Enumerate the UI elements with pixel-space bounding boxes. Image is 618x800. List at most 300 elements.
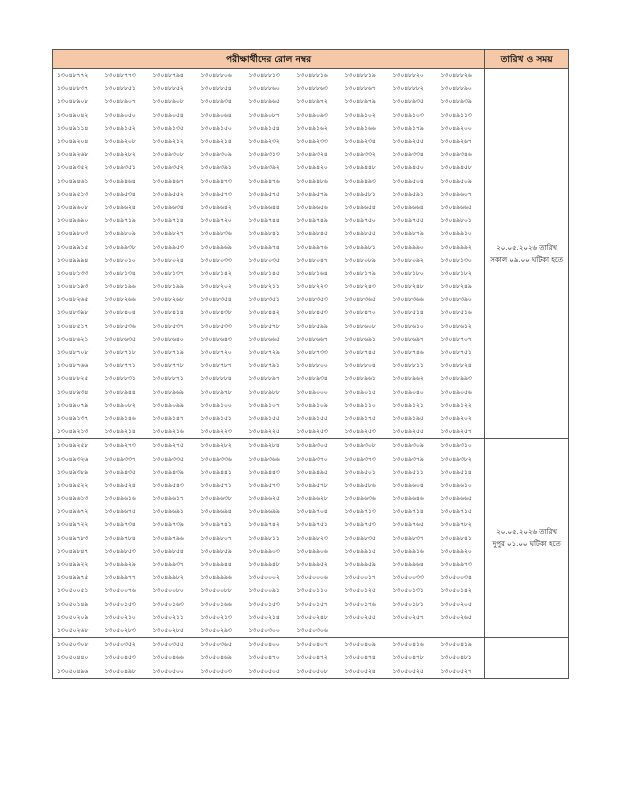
roll-number-cell: ১৩০৪৯৭৫০ (344, 217, 376, 225)
roll-number-cell: ১৩০৪৮৭৯৪ (149, 69, 197, 83)
roll-number-cell: ১৩০৪৯৮৩৭ (392, 534, 424, 542)
roll-number-cell: ১৩০৪৮২০২ (200, 283, 232, 291)
roll-number-cell: ১৩০৪৯২৫৭ (437, 425, 485, 439)
roll-number-cell: ১৩০৪৮৬১২ (437, 320, 485, 333)
roll-number-cell: ১৩০৪৯৬৬৪ (392, 203, 424, 211)
roll-number-cell: ১৩০৫০২১০ (104, 613, 136, 621)
roll-number-cell: ১৩০৪৯৬১৭ (152, 495, 184, 503)
exam-date: ২০.০৫.২০২৬ তারিখ (496, 528, 558, 537)
roll-number-cell: ১৩০৪৯২০৪ (53, 135, 101, 148)
roll-number-cell: ১৩০৪৯৬৯৯ (248, 508, 280, 516)
roll-number-cell: ১৩০৪৮৭১৯ (152, 349, 184, 357)
roll-number-cell: ১৩০৪৮৫৯৯ (296, 322, 328, 330)
roll-number-cell: ১৩০৪৮৯০৭ (104, 98, 136, 106)
roll-number-cell: ১৩০৪৯৩৩২ (344, 151, 376, 159)
roll-number-cell: ১৩০৪৮৭৫১ (437, 346, 485, 359)
roll-number-cell: ১৩০৫০৪৬৬ (152, 654, 184, 662)
roll-number-cell: ১৩০৪৯৯৮১ (344, 243, 376, 251)
roll-number-cell: ১৩০৪৯৬০৭ (437, 188, 485, 201)
roll-number-cell: ১৩০৪৯৪৫৮ (437, 161, 485, 174)
group-third (53, 638, 569, 679)
roll-number-cell: ১৩০৪৮৮৫৪ (200, 85, 232, 93)
roll-number-cell: ১৩০৪৮৪৩৮ (200, 309, 232, 317)
roll-number-cell: ১৩০৪৯৭৯৬ (152, 534, 184, 542)
roll-number-cell: ১৩০৪৮৮১৬ (293, 69, 341, 83)
roll-number-cell: ১৩০৪৯৯৭৬ (296, 243, 328, 251)
roll-number-cell: ১৩০৪৮১৯৬ (104, 283, 136, 291)
roll-number-cell: ১৩০৪৯৩৯২ (248, 164, 280, 172)
roll-number-cell: ১৩০৪৯৮১১ (248, 534, 280, 542)
roll-number-cell: ১৩০৪৯৮০৯ (104, 230, 136, 238)
roll-number-cell: ১৩০৪৮৮৩৭ (53, 82, 101, 95)
roll-number-cell: ১৩০৪৯৯২৯ (104, 561, 136, 569)
roll-number-cell: ১৩০৪৯২৮৪ (245, 439, 293, 453)
roll-number-cell: ১৩০৪৯৯৮২ (152, 574, 184, 582)
roll-number-cell: ১৩০৪৯৪৬৪ (104, 177, 136, 185)
roll-number-cell: ১৩০৪৮৩৬৫ (344, 296, 376, 304)
roll-number-cell: ১৩০৪৯২৩২ (248, 138, 280, 146)
roll-number-cell: ১৩০৪৯৮৫৪ (152, 547, 184, 555)
roll-number-cell: ১৩০৫০০৭৬ (104, 587, 136, 595)
roll-number-cell: ১৩০৪৮৮৯৭ (248, 375, 280, 383)
roll-number-cell: ১৩০৪৯৭৫১ (296, 521, 328, 529)
roll-number-cell: ১৩০৪৯৮০৩ (53, 227, 101, 240)
roll-number-cell: ১৩০৪৮৫১৪ (392, 309, 424, 317)
roll-number-cell: ১৩০৪৯৯১৫ (53, 240, 101, 253)
roll-number-cell: ১৩০৪৮১৩৩ (53, 267, 101, 280)
roll-number-cell: ১৩০৫০৩০৮ (53, 638, 101, 652)
roll-number-cell: ১৩০৪৯১১০ (344, 401, 376, 409)
roll-number-cell: ১৩০৫০৩০৬ (293, 624, 341, 638)
roll-number-cell: ১৩০৪৮৭৯১ (248, 362, 280, 370)
roll-number-cell: ১৩০৪৮৯৩৪ (200, 98, 232, 106)
roll-number-cell: ১৩০৪৯২৭৩ (101, 439, 149, 453)
roll-number-cell: ১৩০৪৯০৯৯ (152, 401, 184, 409)
roll-number-cell: ১৩০৪৯৬১৩ (53, 492, 101, 505)
roll-number-cell: ১৩০৪৮৭৮৭ (200, 362, 232, 370)
roll-number-cell: ১৩০৪৯৪৩৯ (152, 468, 184, 476)
roll-number-cell: ১৩০৪৮৯৭৮ (200, 388, 232, 396)
roll-number-cell: ১৩০৪৮৬১০ (392, 322, 424, 330)
roll-number-cell: ১৩০৫০৪৭০ (248, 654, 280, 662)
roll-number-cell: ১৩০৪৯১২২ (437, 399, 485, 412)
roll-number-cell: ১৩০৪৯৮৫৫ (344, 230, 376, 238)
roll-number-cell: ১৩০৪৯৪৯৫ (296, 468, 328, 476)
roll-number-cell: ১৩০৫০৪০৯ (341, 638, 389, 652)
roll-number-cell: ১৩০৪৯৩৬৬ (248, 455, 280, 463)
roll-number-cell: ১৩০৪৯৭৫৫ (392, 217, 424, 225)
roll-number-cell: ১৩০৪৯৬৯১ (152, 508, 184, 516)
roll-number-cell: ১৩০৪৯৯৫২ (296, 561, 328, 569)
roll-number-cell: ১৩০৫০৪১৬ (389, 638, 437, 652)
roll-number-cell: ১৩০৪৯৯৯৪ (53, 254, 101, 267)
roll-number-cell: ১৩০৫০২৮৩ (101, 624, 149, 638)
roll-number-cell: ১৩০৪৯৮৩৫ (344, 534, 376, 542)
roll-number-cell: ১৩০৪৮৩৯৮ (53, 306, 101, 319)
roll-number-cell: ১৩০৪৯৬৬৫ (437, 492, 485, 505)
roll-number-cell: ১৩০৪৯৭১৫ (437, 505, 485, 518)
roll-number-cell: ১৩০৪৯৩০৮ (341, 439, 389, 453)
roll-number-cell: ১৩০৪৯১০৭ (248, 401, 280, 409)
roll-number-cell: ১৩০৪৯৭৪৪ (248, 217, 280, 225)
roll-number-cell: ১৩০৪৮০১০ (104, 256, 136, 264)
roll-number-cell: ১৩০৪৮৮৭১ (152, 375, 184, 383)
roll-number-cell: ১৩০৫০৫২৭ (437, 664, 485, 678)
roll-number-cell: ১৩০৪৯৭৫৩ (344, 521, 376, 529)
roll-number-cell: ১৩০৪৯৫৮৬ (344, 481, 376, 489)
roll-number-cell: ১৩০৪৮৬৬৭ (296, 335, 328, 343)
roll-number-cell: ১৩০৫০৩৫২ (101, 638, 149, 652)
roll-number-cell: ১৩০৫০০৩৪ (437, 571, 485, 584)
roll-schedule-sheet (52, 49, 568, 679)
roll-number-cell: ১৩০৫০৪৭২ (296, 654, 328, 662)
roll-number-cell: ১৩০৪৯৬৩৬ (344, 495, 376, 503)
roll-number-cell: ১৩০৪৮৮৬৭ (344, 85, 376, 93)
roll-number-cell: ১৩০৫০০০২ (248, 574, 280, 582)
roll-number-cell: ১৩০৪৯৯৭৪ (248, 243, 280, 251)
roll-number-cell: ১৩০৪৯৩৩৬ (200, 455, 232, 463)
roll-number-cell: ১৩০৫০৪০০ (245, 638, 293, 652)
roll-number-cell: ১৩০৪৮১৩৪ (104, 269, 136, 277)
exam-time: সকাল ০৯.০০ ঘটিকা হতে (490, 255, 563, 264)
roll-number-cell: ১৩০৪৮৪১৪ (152, 309, 184, 317)
roll-number-cell: ১৩০৪৯৬৭২ (53, 505, 101, 518)
roll-number-cell: ১৩০৪৯১১৩ (437, 109, 485, 122)
roll-number-cell: ১৩০৪৯১৫৪ (248, 124, 280, 132)
roll-number-cell: ১৩০৪৮৬৪৩ (200, 335, 232, 343)
roll-number-cell: ১৩০৫০১৪২ (437, 584, 485, 597)
roll-number-cell: ১৩০৪৯৯৯৬ (200, 574, 232, 582)
roll-number-cell: ১৩০৪৯৯১৫ (344, 547, 376, 555)
roll-number-cell: ১৩০৫০৪৬৯ (200, 654, 232, 662)
roll-number-cell: ১৩০৪৯৯৯০ (392, 243, 424, 251)
roll-number-cell: ১৩০৫০২১১ (152, 613, 184, 621)
roll-number-cell: ১৩০৪৯৮২৭ (152, 230, 184, 238)
roll-number-cell: ১৩০৪৯৫১১ (392, 468, 424, 476)
roll-number-cell: ১৩০৫০২৯৩ (197, 624, 245, 638)
roll-number-cell: ১৩০৪৮৩৫৪ (200, 296, 232, 304)
roll-number-cell: ১৩০৪৯১০৩ (392, 111, 424, 119)
roll-number-cell: ১৩০৪৯১১৪ (53, 122, 101, 135)
roll-number-cell: ১৩০৪৮১৯৩ (53, 280, 101, 293)
roll-number-cell: ১৩০৪৯৫৫২ (152, 190, 184, 198)
roll-number-cell: ১৩০৪৯৯৭৭ (104, 574, 136, 582)
roll-number-cell: ১৩০৪৯৬৭৫ (104, 508, 136, 516)
roll-number-cell: ১৩০৫০৪৪০ (53, 651, 101, 664)
roll-number-cell: ১৩০৫০১৬৬ (200, 600, 232, 608)
roll-number-cell: ১৩০৪৮৬৯১ (344, 335, 376, 343)
roll-number-cell: ১৩০৪৯৫৪৩ (152, 481, 184, 489)
roll-number-cell (437, 624, 485, 638)
roll-number-cell: ১৩০৫০২১৪ (248, 613, 280, 621)
roll-number-cell: ১৩০৪৯৪৪৮ (344, 164, 376, 172)
roll-number-cell: ১৩০৪৮৯৬৫ (248, 98, 280, 106)
roll-number-cell: ১৩০৪৮২৪৯ (437, 280, 485, 293)
roll-number-cell: ১৩০৫০০০৬ (296, 574, 328, 582)
roll-number-cell: ১৩০৪৮০৩৫ (248, 256, 280, 264)
roll-number-cell: ১৩০৪৯২৬৮ (53, 148, 101, 161)
roll-number-cell: ১৩০৪৯৮৭৯ (392, 230, 424, 238)
roll-number-cell: ১৩০৪৮১৯৯ (152, 283, 184, 291)
roll-number-cell: ১৩০৪৯১৫৫ (296, 414, 328, 422)
roll-number-cell: ১৩০৪৯৬৪৪ (248, 203, 280, 211)
roll-number-cell: ১৩০৪৮৭২০ (200, 349, 232, 357)
roll-number-cell: ১৩০৪৯৪৭৬ (248, 177, 280, 185)
roll-number-cell: ১৩০৫০১৭৬ (344, 600, 376, 608)
roll-number-cell: ১৩০৫০১৫৩ (248, 600, 280, 608)
roll-number-cell: ১৩০৫০৪০৭ (293, 638, 341, 652)
roll-number-cell: ১৩০৪৮৭৬৬ (53, 359, 101, 372)
roll-number-cell: ১৩০৪৯৩৭৩ (344, 455, 376, 463)
roll-number-cell: ১৩০৪৮৭৪৬ (392, 349, 424, 357)
roll-number-cell: ১৩০৪৯১২১ (392, 401, 424, 409)
roll-number-cell: ১৩০৪৯৫৯১ (392, 190, 424, 198)
roll-number-cell: ১৩০৪৮৮০৬ (197, 69, 245, 83)
roll-number-cell: ১৩০৫০২৫৫ (344, 613, 376, 621)
roll-number-cell: ১৩০৫০২০৯ (53, 611, 101, 624)
roll-number-cell: ১৩০৪৮৭৭৩ (101, 69, 149, 83)
roll-number-cell: ১৩০৪৮২৪৮ (392, 283, 424, 291)
roll-number-cell: ১৩০৪৯৭১৪ (152, 217, 184, 225)
roll-number-cell: ১৩০৪৯০০০ (296, 388, 328, 396)
roll-number-cell: ১৩০৪৯০৮৭ (248, 111, 280, 119)
roll-number-cell: ১৩০৪৮৭৭২ (53, 69, 101, 83)
roll-number-cell: ১৩০৪৯৫৭৩ (200, 190, 232, 198)
roll-number-cell: ১৩০৪৯০৫০ (104, 111, 136, 119)
roll-number-cell: ১৩০৪৯১০৯ (296, 401, 328, 409)
roll-number-cell: ১৩০৪৯২৮২ (104, 151, 136, 159)
roll-number-cell: ১৩০৪৯৭১৩ (344, 508, 376, 516)
roll-number-cell: ১৩০৪৯৯২০ (437, 545, 485, 558)
roll-number-cell: ১৩০৫০২১৩ (200, 613, 232, 621)
roll-number-cell: ১৩০৪৯১৫৫ (248, 414, 280, 422)
roll-number-cell: ১৩০৪৮৭৭৮ (152, 362, 184, 370)
roll-number-cell: ১৩০৪৯৩৫২ (53, 161, 101, 174)
roll-number-cell: ১৩০৪৮৬০৮ (344, 322, 376, 330)
roll-number-cell: ১৩০৪৮৬৬৫ (248, 335, 280, 343)
table-row (53, 69, 569, 83)
roll-number-cell: ১৩০৪৯৭৬৫ (392, 521, 424, 529)
roll-number-cell: ১৩০৪৯৭৪১ (200, 521, 232, 529)
roll-number-cell: ১৩০৪৯৬০৮ (53, 201, 101, 214)
roll-number-cell: ১৩০৪৮২২৩ (296, 283, 328, 291)
roll-number-cell: ১৩০৫০২৬৫ (437, 611, 485, 624)
roll-number-cell: ১৩০৪৮৯৬৯ (152, 388, 184, 396)
roll-number-cell: ১৩০৫০৪১৯ (437, 638, 485, 652)
roll-number-cell: ১৩০৪৮৮৮৪ (200, 375, 232, 383)
roll-number-cell: ১৩০৪৯২৫৫ (392, 138, 424, 146)
roll-number-cell: ১৩০৪৮২৬৫ (53, 293, 101, 306)
roll-number-cell: ১৩০৪৮৭৩৩ (296, 349, 328, 357)
roll-number-cell: ১৩০৪৯৫৭৩ (248, 481, 280, 489)
roll-number-cell: ১৩০৪৯৮৩৬ (200, 230, 232, 238)
roll-number-cell: ১৩০৪৮৪৫৩ (296, 309, 328, 317)
roll-number-cell: ১৩০৫০১৫৭ (296, 600, 328, 608)
roll-number-cell (389, 624, 437, 638)
table-row (53, 439, 569, 453)
roll-number-cell: ১৩০৪৯৩৩৫ (152, 455, 184, 463)
roll-number-cell: ১৩০৪৮৯৬১ (344, 375, 376, 383)
roll-number-cell: ১৩০৪৮৮৫২ (152, 85, 184, 93)
roll-number-cell: ১৩০৪৯৩১৩ (248, 151, 280, 159)
roll-number-cell: ১৩০৪৯৬৪৬ (392, 495, 424, 503)
roll-number-cell: ১৩০৪৯৫১৪ (437, 466, 485, 479)
roll-number-cell: ১৩০৪৯৯৩৮ (104, 243, 136, 251)
exam-date-time-cell (485, 69, 569, 439)
roll-number-cell: ১৩০৪৮৫৩৩ (200, 322, 232, 330)
roll-number-cell: ১৩০৪৯২১৬ (149, 425, 197, 439)
roll-number-cell: ১৩০৪৯৬১০ (437, 479, 485, 492)
roll-number-cell: ১৩০৪৮৯৯৩ (437, 372, 485, 385)
roll-number-cell: ১৩০৪৯৯৩৭ (152, 561, 184, 569)
roll-number-cell: ১৩০৫০১৪৯ (53, 598, 101, 611)
roll-number-cell: ১৩০৪৯২৫৮ (53, 439, 101, 453)
roll-number-cell: ১৩০৪৯২০৮ (104, 138, 136, 146)
exam-time: দুপুর ০১.০০ ঘটিকা হতে (492, 540, 561, 549)
roll-number-cell: ১৩০৪৯৩৪৬ (437, 148, 485, 161)
roll-number-cell: ১৩০৪৯৭৪৯ (296, 217, 328, 225)
roll-number-cell: ১৩০৪৮০৩৩ (200, 256, 232, 264)
roll-number-cell: ১৩০৪৯৪৯৩ (344, 177, 376, 185)
roll-number-cell: ১৩০৪৯১৯৫ (392, 414, 424, 422)
roll-number-cell: ১৩০৪৯২০০ (437, 122, 485, 135)
roll-number-cell: ১৩০৪৯৪২০ (296, 164, 328, 172)
roll-number-cell: ১৩০৪৯৬৫৪ (344, 203, 376, 211)
roll-number-cell: ১৩০৫০৩৬৫ (197, 638, 245, 652)
roll-number-cell: ১৩০৪৮৫৩৭ (152, 322, 184, 330)
roll-number-cell: ১৩০৪৯৮৪১ (437, 532, 485, 545)
roll-number-cell: ১৩০৫০৩০০ (245, 624, 293, 638)
roll-number-cell: ১৩০৪৯৩৭০ (296, 455, 328, 463)
roll-number-cell: ১৩০৫০৫০৩ (197, 664, 245, 678)
roll-number-cell: ১৩০৫০১২৫ (344, 587, 376, 595)
roll-number-cell: ১৩০৪৮৯৪৪ (104, 388, 136, 396)
roll-number-cell: ১৩০৪৯০১৫ (344, 388, 376, 396)
roll-number-cell: ১৩০৪৮৬৪০ (152, 335, 184, 343)
roll-number-cell: ১৩০৪৮৬৩৫ (104, 335, 136, 343)
roll-number-cell: ১৩০৪৮২১১ (248, 283, 280, 291)
roll-number-cell: ১৩০৪৯৬৪২ (200, 203, 232, 211)
exam-date: ২০.০৫.২০২৬ তারিখ (496, 243, 558, 252)
roll-number-cell: ১৩০৪৯২৩৪ (344, 138, 376, 146)
roll-number-cell: ১৩০৫০৫০০ (149, 664, 197, 678)
roll-number-cell: ১৩০৪৮৮৬০ (248, 85, 280, 93)
roll-number-cell: ১৩০৪৯৯৪৪ (200, 561, 232, 569)
roll-number-cell: ১৩০৪৯২৮২ (197, 439, 245, 453)
roll-number-cell: ১৩০৪৮০৪৭ (296, 256, 328, 264)
roll-number-cell: ১৩০৪৮১৩০ (437, 254, 485, 267)
roll-number-cell: ১৩০৪৯৩৮২ (437, 452, 485, 465)
roll-number-cell: ১৩০৪৯৫৭৫ (248, 190, 280, 198)
roll-number-cell: ১৩০৫০০৯১ (248, 587, 280, 595)
roll-number-cell: ১৩০৪৯৭২২ (53, 518, 101, 531)
roll-number-cell: ১৩০৪৯৭০৪ (296, 508, 328, 516)
roll-number-cell: ১৩০৪৮১৪৫ (248, 269, 280, 277)
roll-number-cell: ১৩০৪৯৯৪৮ (248, 561, 280, 569)
roll-number-cell: ১৩০৪৯৫৭৮ (296, 481, 328, 489)
roll-number-cell: ১৩০৪৯৯০৩ (248, 547, 280, 555)
roll-number-cell: ১৩০৪৮১৮০ (392, 269, 424, 277)
roll-number-cell: ১৩০৪৮৮১৯ (341, 69, 389, 83)
roll-number-cell: ১৩০৪৮৪৪২ (248, 309, 280, 317)
roll-number-cell: ১৩০৪৯৫৮১ (344, 190, 376, 198)
roll-number-cell: ১৩০৪৮৩৯০ (437, 293, 485, 306)
roll-number-cell: ১৩০৪৮৮২৫ (53, 372, 101, 385)
roll-number-cell: ১৩০৪৯৯৭৫ (53, 571, 101, 584)
roll-number-cell: ১৩০৪৯০৫৬ (437, 386, 485, 399)
roll-number-cell: ১৩০৪৯৫৩৪ (104, 190, 136, 198)
roll-number-cell: ১৩০৪৯৫৭১ (200, 481, 232, 489)
roll-number-cell: ১৩০৫০১৮১ (392, 600, 424, 608)
roll-number-cell: ১৩০৪৯৯৫৯ (344, 561, 376, 569)
roll-number-cell: ১৩০৪৮৮৩১ (104, 375, 136, 383)
roll-number-cell: ১৩০৪৯৪৫০ (392, 164, 424, 172)
roll-table (52, 49, 569, 679)
roll-number-cell: ১৩০৪৮২৬৬ (104, 296, 136, 304)
roll-number-cell: ১৩০৪৯২৬৭ (437, 135, 485, 148)
roll-number-cell: ১৩০৪৯০৮২ (104, 401, 136, 409)
roll-number-cell: ১৩০৪৯১০২ (344, 111, 376, 119)
roll-number-cell: ১৩০৪৮৩৬৬ (392, 296, 424, 304)
roll-number-cell: ১৩০৪৯৩১০ (437, 439, 485, 453)
roll-number-cell: ১৩০৫০৫২৪ (341, 664, 389, 678)
roll-number-cell: ১৩০৪৯০৭৯ (53, 399, 101, 412)
roll-number-cell: ১৩০৪৮৮২০ (389, 69, 437, 83)
roll-number-cell: ১৩০৪৯৩৮৯ (53, 466, 101, 479)
roll-number-cell: ১৩০৪৯০৪২ (53, 109, 101, 122)
roll-number-cell: ১৩০৪৯৬২৫ (248, 495, 280, 503)
roll-number-cell: ১৩০৪৯৯৬৯ (200, 243, 232, 251)
roll-number-cell: ১৩০৪৯৩৩৪ (392, 151, 424, 159)
roll-number-cell: ১৩০৪৮০৯২ (392, 256, 424, 264)
roll-number-cell: ১৩০৪৯৩০৫ (293, 439, 341, 453)
roll-number-cell: ১৩০৫০৪৭৪ (344, 654, 376, 662)
roll-number-cell: ১৩০৪৯৪৭৩ (200, 177, 232, 185)
roll-number-cell: ১৩০৪৮৬২১ (53, 333, 101, 346)
roll-number-cell: ১৩০৪৯৫৭৯ (296, 190, 328, 198)
roll-number-cell: ১৩০৪৮৭২৯ (248, 349, 280, 357)
roll-number-cell: ১৩০৪৯৫১৩ (53, 188, 101, 201)
roll-number-cell: ১৩০৪৯২১৪ (200, 138, 232, 146)
roll-number-cell: ১৩০৪৮১৮২ (437, 267, 485, 280)
roll-number-cell: ১৩০৪৯৪৩৫ (104, 468, 136, 476)
roll-number-cell: ১৩০৪৯৯৭৩ (437, 558, 485, 571)
roll-number-cell: ১৩০৪৯৭৮২ (437, 518, 485, 531)
roll-number-cell: ১৩০৪৮২৪৩ (344, 283, 376, 291)
roll-number-cell: ১৩০৪৮৭০৮ (53, 346, 101, 359)
roll-number-cell: ১৩০৪৯৬৩৮ (200, 495, 232, 503)
roll-number-cell: ১৩০৪৯২১২ (152, 138, 184, 146)
roll-number-cell: ১৩০৫০০৮০ (152, 587, 184, 595)
roll-number-cell: ১৩০৪৯৪৮৬ (296, 177, 328, 185)
roll-number-cell: ১৩০৫০৫০৮ (293, 664, 341, 678)
roll-number-cell: ১৩০৫০৫২৫ (389, 664, 437, 678)
roll-number-cell: ১৩০৫০৪৮১ (437, 651, 485, 664)
roll-number-cell: ১৩০৪৮৭০৭ (437, 333, 485, 346)
roll-number-cell: ১৩০৪৯১৬২ (296, 124, 328, 132)
roll-number-cell: ১৩০৪৯৭১৪ (392, 508, 424, 516)
roll-number-cell: ১৩০৪৯৭৩৯ (152, 521, 184, 529)
roll-number-cell: ১৩০৫০০৫১ (53, 584, 101, 597)
roll-number-cell: ১৩০৪৯৩০৮ (152, 151, 184, 159)
roll-number-cell: ১৩০৪৮৯৩৪ (53, 386, 101, 399)
roll-number-cell: ১৩০৪৮৩৫১ (248, 296, 280, 304)
roll-number-cell: ১৩০৪৯৫০৯ (437, 175, 485, 188)
roll-number-cell: ১৩০৫০২৪৮ (296, 613, 328, 621)
roll-number-cell: ১৩০৪৮৮৫১ (104, 85, 136, 93)
roll-number-cell: ১৩০৪৮৯৬২ (392, 375, 424, 383)
roll-number-cell: ১৩০৪৮৮৮২ (392, 85, 424, 93)
